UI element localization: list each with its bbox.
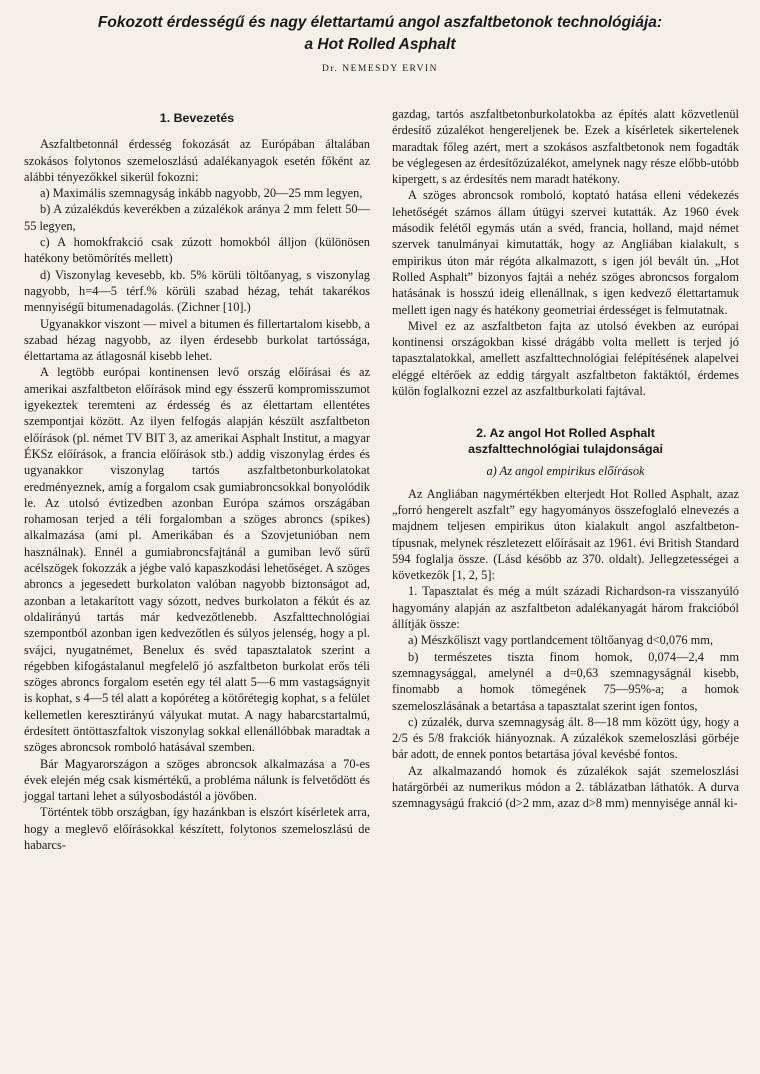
paragraph: Történtek több országban, így hazánkban is elszórt kísérletek arra, hogy a meglevő előírásokkal készített, folytonos szemeloszlású de habarcs- bbox=[24, 805, 370, 853]
paragraph: Mivel ez az aszfaltbeton fajta az utolsó években az európai kontinensi országokban kissé drágább volta mellett is terjed jó tapasztalatokkal, amellett aszfalttechnológiai felépítésének alapelvei eléggé eltérőek az eddig tárgyalt aszfaltbeton faktáktól, érdemes külön foglalkozni ezzel az aszfaltburkolati fajtával. bbox=[392, 318, 739, 399]
list-item-c: c) A homokfrakció csak zúzott homokból álljon (különösen hatékony betömörítés mellett) bbox=[24, 235, 370, 266]
paragraph: gazdag, tartós aszfaltbetonburkolatokba az építés alatt közvetlenül érdesítő zúzalékot hengereljenek be. Ezek a kísérletek sikertelenek maradtak főleg azért, mert a szokásos aszfaltbetonok nem fogadták be véglegesen az érdesítőzúzalékot, amelynek nagy része előbb-utóbb kipergett, s az érdesítés nem maradt hatékony. bbox=[392, 107, 739, 187]
title-line-2: a Hot Rolled Asphalt bbox=[304, 36, 456, 53]
paragraph: A szöges abroncsok romboló, koptató hatása elleni védekezés lehetőségét számos állam útügyi szervei kutatták. Az 1960 évek második felétől egymás után a svéd, francia, holland, majd német szervek tanulmányai kimutatták, hogy az Angliában kialakult, s empirikus úton már régóta alkalmazott, s igen jól bevált ún. „Hot Rolled Asphalt” bizonyos fajtái a nehéz szöges abroncsos forgalom hatásának is hosszú ideig ellenállnak, s igen kedvező élettartamuk mellett igen nagy és hatékony geometriai érdességet is felmutatnak. bbox=[392, 188, 739, 317]
author: Dr. NEMESDY ERVIN bbox=[322, 64, 438, 74]
paragraph: Aszfaltbetonnál érdesség fokozását az Európában általában szokásos folytonos szemeloszlású adalékanyagok esetén főként az alábbi tényezőkkel sikerül fokozni: bbox=[24, 137, 370, 184]
section-heading-2 bbox=[392, 425, 739, 457]
paragraph: Az alkalmazandó homok és zúzalékok saját szemeloszlási határgörbéi az numerikus módon a 2. táblázatban láthatók. A durva szemnagyságú frakció (d>2 mm, azaz d>8 mm) mennyisége annál ki- bbox=[392, 763, 739, 811]
paragraph: 1. Tapasztalat és még a múlt századi Richardson-ra visszanyúló hagyomány alapján az aszfaltbeton adalékanyagát három frakcióból állítják össze: bbox=[392, 584, 739, 632]
paragraph: Bár Magyarországon a szöges abroncsok alkalmazása a 70-es évek elején még csak kismértékű, a probléma nálunk is felvetődött és joggal tartani lehet a súlyosbodástól a jövőben. bbox=[24, 756, 370, 804]
section-heading-2-line-2: aszfalttechnológiai tulajdonságai bbox=[468, 442, 663, 457]
paragraph: Az Angliában nagymértékben elterjedt Hot Rolled Asphalt, azaz „forró hengerelt aszfalt” egy hagyományos összefoglaló elnevezés a majdnem teljesen empirikus úton kialakult angol aszfaltbeton-típusnak, melynek részletezett előírásait az 1961. évi British Standard 594 foglalja össze. (Lásd később az 370. oldalt). Jellegzetességei a következők [1, 2, 5]: bbox=[392, 486, 739, 583]
list-item-d: d) Viszonylag kevesebb, kb. 5% körüli töltőanyag, s viszonylag nagyobb, h=4—5 térf.% körüli szabad hézag, tehát takarékos mennyiségű bitumenadagolás. (Zichner [10].) bbox=[24, 267, 370, 315]
subheading-a: a) Az angol empirikus előírások bbox=[486, 464, 645, 479]
list-item-a: a) Mészkőliszt vagy portlandcement töltőanyag d<0,076 mm, bbox=[408, 633, 713, 648]
list-item-b: b) A zúzalékdús keverékben a zúzalékok aránya 2 mm felett 50—55 legyen, bbox=[24, 202, 370, 233]
paragraph: A legtöbb európai kontinensen levő ország előírásai és az amerikai aszfaltbeton előírások mind egy ésszerű kompromisszumot igyekeztek teremteni az érdesség és az élettartam ellentétes szempontjai között. Az ilyen felfogás alapján készült aszfaltbeton előírások (pl. német TV BIT 3, az amerikai Asphalt Institut, a magyar ÉKSz előírások, a francia előírások stb.) addig viszonylag érdes és ugyanakkor viszonylag tartós aszfaltbetonburkolatokat eredményeznek, amíg a forgalom csak gumiabroncsokkal bonyolódik le. Az utolsó évtizedben azonban Európa számos országában rohamosan terjed a téli forgalomban a szöges abroncs (spikes) alkalmazása (ami pl. Amerikában és a Szovjetunióban nem használnak). Ennél a gumiabroncsfajtánál a gumiban levő sűrű acélszögek fokozzák a jégbe való kapaszkodási lehetőséget. A szöges abroncs a jegesedett burkolaton valóban nagyobb biztonságot ad, azonban a letakarított vagy sózott, nedves burkolaton a fékút és az oldalirányú tartás már kedvezőtlenebb. Aszfalttechnológiai szempontból azonban igen kedvezőtlen és súlyos jelenség, hogy a pl. svájci, nyugatnémet, Benelux és svéd tapasztalatok szerint a régebben kifogástalanul megfelelő jó aszfaltbeton burkolat erős téli szöges abroncs forgalom esetén egy tél alatt 5—6 mm vastagságnyit is kophat, s 4—5 tél alatt a kopóréteg a kötőrétegig kophat, s a felület kellemetlen keresztirányú vályukat mutat. A nagy habarcstartalmú, érdesített öntöttaszfaltok viszonylag sokkal ellenállóbbak maradtak a szöges abroncsok romboló hatásával szemben. bbox=[24, 365, 370, 755]
left-column bbox=[24, 104, 370, 853]
section-heading-1: 1. Bevezetés bbox=[159, 111, 235, 125]
title-line-1: Fokozott érdességű és nagy élettartamú angol aszfaltbetonok technológiája: bbox=[97, 14, 663, 31]
list-item-b: b) természetes tiszta finom homok, 0,074—2,4 mm szemnagysággal, amelynél a d=0,63 szemnagyságnál kisebb, finomabb a homok tömegének 75—95%-a; a homok szemeloszlásának a betartása a tapasztalat szerint igen fontos, bbox=[392, 649, 739, 713]
paragraph: Ugyanakkor viszont — mivel a bitumen és fillertartalom kisebb, a szabad hézag nagyobb, az ilyen érdesebb burkolat tartóssága, élettartama az átlagosnál kisebb lehet. bbox=[24, 316, 370, 364]
list-item-a: a) Maximális szemnagyság inkább nagyobb, 20—25 mm legyen, bbox=[40, 186, 363, 201]
article-title bbox=[0, 12, 760, 56]
list-item-c: c) zúzalék, durva szemnagyság ált. 8—18 mm között úgy, hogy a 2/5 és 5/8 frakciók hiányoznak. A zúzalékok szemeloszlási görbéje bár adott, de ennek pontos betartása jóval kevésbé fontos. bbox=[392, 714, 739, 762]
section-heading-2-line-1: 2. Az angol Hot Rolled Asphalt bbox=[476, 426, 655, 441]
right-column bbox=[392, 106, 739, 812]
